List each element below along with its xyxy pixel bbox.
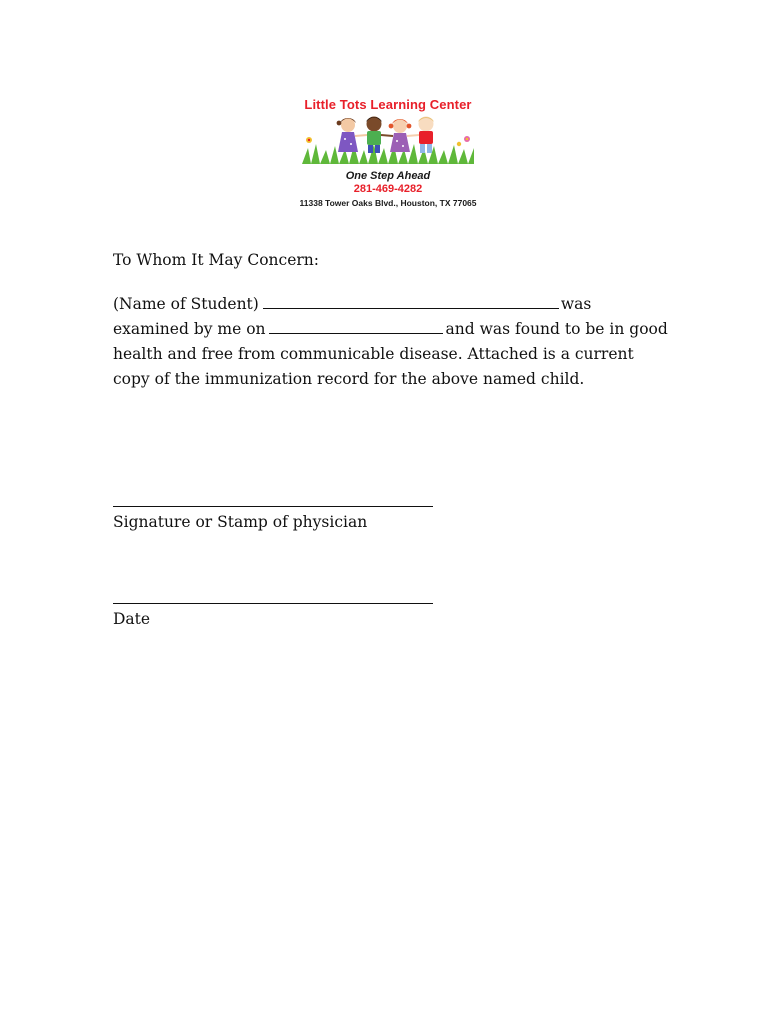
- date-label: Date: [113, 610, 151, 628]
- salutation: To Whom It May Concern:: [113, 251, 319, 269]
- name-of-student-label: (Name of Student): [113, 295, 259, 313]
- school-logo: [282, 92, 494, 216]
- logo-phone: 281-469-4282: [353, 183, 423, 195]
- paragraph-rest: and was found to be in good health and free from communicable disease. Attached is a current copy of the immunization record for the above named child.: [113, 320, 668, 388]
- examined-text: examined by me on: [113, 320, 266, 338]
- logo-title: Little Tots Learning Center: [304, 97, 472, 112]
- logo-tagline: One Step Ahead: [345, 170, 431, 182]
- student-name-blank[interactable]: [263, 294, 559, 309]
- physician-signature-label: Signature or Stamp of physician: [113, 513, 368, 531]
- date-line[interactable]: [113, 603, 433, 604]
- was-text: was: [560, 295, 592, 313]
- exam-date-blank[interactable]: [269, 319, 443, 334]
- physician-signature-line[interactable]: [113, 506, 433, 507]
- children-holding-hands-illustration: [302, 114, 474, 164]
- certification-paragraph: [113, 292, 673, 392]
- logo-address: 11338 Tower Oaks Blvd., Houston, TX 77065: [299, 198, 477, 208]
